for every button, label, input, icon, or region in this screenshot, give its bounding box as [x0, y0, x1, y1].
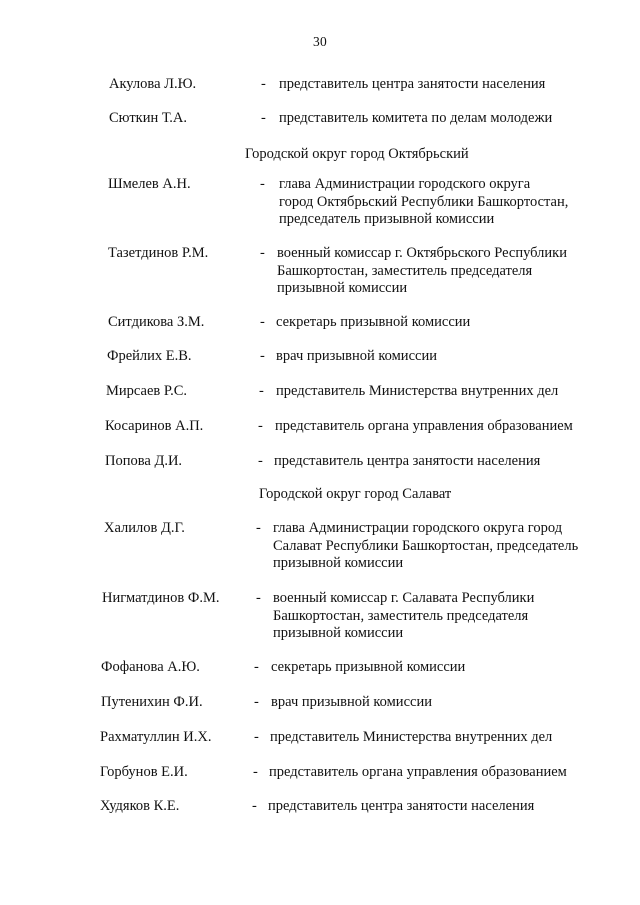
member-name: Фофанова А.Ю.: [101, 659, 200, 675]
member-role: секретарь призывной комиссии: [276, 314, 471, 330]
section-heading-salavat: Городской округ город Салават: [259, 486, 452, 502]
entry-dash: -: [259, 383, 264, 399]
member-name: Попова Д.И.: [105, 453, 183, 469]
member-name: Путенихин Ф.И.: [101, 694, 203, 710]
member-name: Сюткин Т.А.: [109, 110, 187, 126]
member-role: секретарь призывной комиссии: [271, 659, 466, 675]
entry-dash: -: [261, 110, 266, 126]
member-name: Мирсаев Р.С.: [106, 383, 188, 399]
section-heading-oktyabrsky: Городской округ город Октябрьский: [245, 146, 469, 162]
member-name: Косаринов А.П.: [105, 418, 204, 434]
entry-dash: -: [260, 176, 265, 192]
member-role: представитель центра занятости населения: [268, 798, 535, 814]
member-role: представитель центра занятости населения: [279, 76, 546, 92]
entry-dash: -: [258, 418, 263, 434]
entry-dash: -: [260, 348, 265, 364]
entry-dash: -: [254, 694, 259, 710]
entry-dash: -: [256, 520, 261, 536]
member-name: Шмелев А.Н.: [108, 176, 191, 192]
entry-dash: -: [260, 314, 265, 330]
member-name: Фрейлих Е.В.: [107, 348, 192, 364]
member-name: Рахматуллин И.Х.: [100, 729, 212, 745]
member-name: Халилов Д.Г.: [104, 520, 185, 536]
member-role: военный комиссар г. Октябрьского Республики Башкортостан, заместитель председателя призывной комиссии: [277, 245, 567, 296]
member-name: Худяков К.Е.: [100, 798, 180, 814]
entry-dash: -: [260, 245, 265, 261]
page-number: 30: [312, 34, 328, 49]
entry-dash: -: [258, 453, 263, 469]
member-role: военный комиссар г. Салавата Республики Башкортостан, заместитель председателя призывной комиссии: [273, 590, 535, 641]
member-role: представитель Министерства внутренних дел: [276, 383, 559, 399]
member-role: врач призывной комиссии: [271, 694, 432, 710]
member-role: представитель органа управления образованием: [269, 764, 567, 780]
member-role: глава Администрации городского округа город Салават Республики Башкортостан, председатель призывной комиссии: [273, 520, 579, 571]
member-role: представитель органа управления образованием: [275, 418, 573, 434]
member-name: Акулова Л.Ю.: [109, 76, 197, 92]
member-role: представитель комитета по делам молодежи: [279, 110, 553, 126]
member-name: Горбунов Е.И.: [100, 764, 188, 780]
member-name: Нигматдинов Ф.М.: [102, 590, 220, 606]
entry-dash: -: [254, 729, 259, 745]
member-role: врач призывной комиссии: [276, 348, 437, 364]
entry-dash: -: [253, 764, 258, 780]
member-name: Ситдикова З.М.: [108, 314, 205, 330]
member-name: Тазетдинов Р.М.: [108, 245, 209, 261]
entry-dash: -: [252, 798, 257, 814]
member-role: глава Администрации городского округа город Октябрьский Республики Башкортостан, председатель призывной комиссии: [279, 176, 569, 227]
entry-dash: -: [261, 76, 266, 92]
member-role: представитель центра занятости населения: [274, 453, 541, 469]
entry-dash: -: [256, 590, 261, 606]
entry-dash: -: [254, 659, 259, 675]
member-role: представитель Министерства внутренних дел: [270, 729, 553, 745]
